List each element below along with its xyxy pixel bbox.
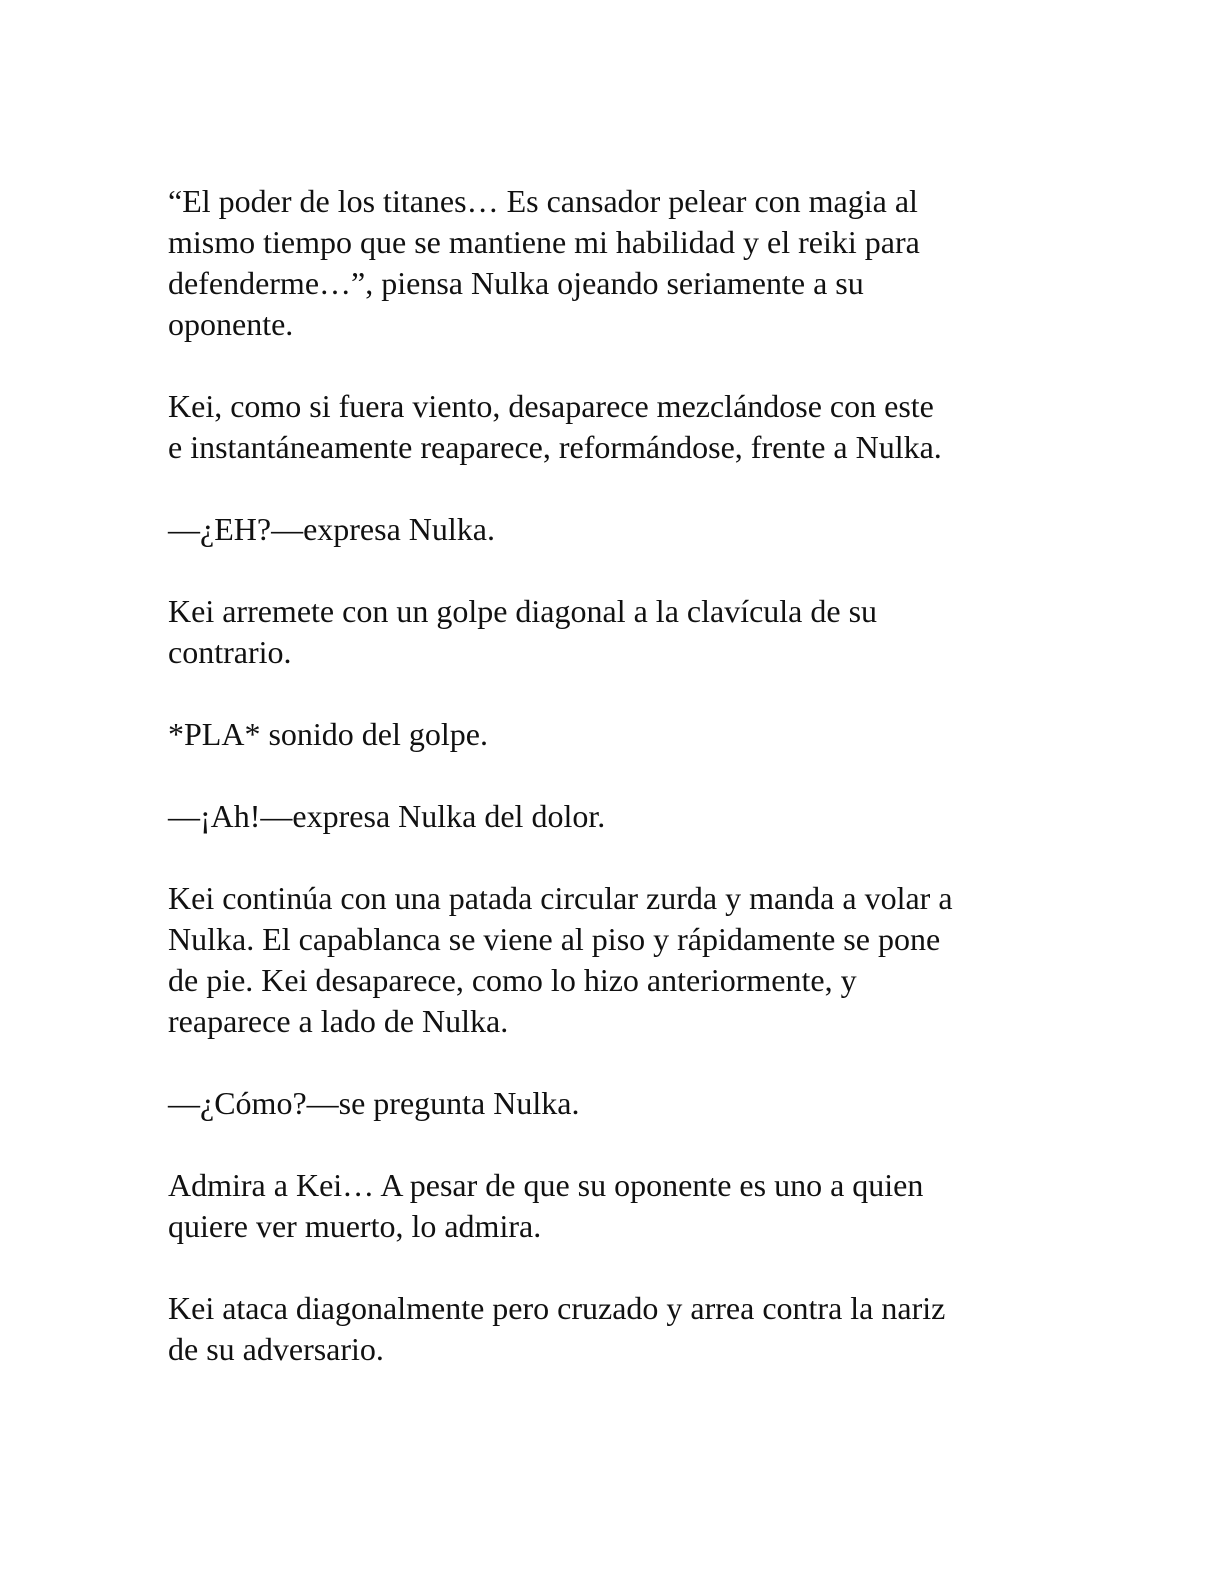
paragraph-6: —¡Ah!—expresa Nulka del dolor. [168, 798, 606, 834]
paragraph-2: Kei, como si fuera viento, desaparece mezclándose con este e instantáneamente reaparece, reformándose, frente a Nulka. [168, 388, 942, 465]
paragraph-10: Kei ataca diagonalmente pero cruzado y arrea contra la nariz de su adversario. [168, 1290, 946, 1367]
paragraph-9: Admira a Kei… A pesar de que su oponente es uno a quien quiere ver muerto, lo admira. [168, 1167, 924, 1244]
paragraph-5: *PLA* sonido del golpe. [168, 716, 488, 752]
paragraph-7: Kei continúa con una patada circular zurda y manda a volar a Nulka. El capablanca se viene al piso y rápidamente se pone de pie. Kei desaparece, como lo hizo anteriormente, y reaparece a lado de Nulka. [168, 880, 953, 1039]
paragraph-1: “El poder de los titanes… Es cansador pelear con magia al mismo tiempo que se mantiene mi habilidad y el reiki para defenderme…”, piensa Nulka ojeando seriamente a su oponente. [168, 183, 920, 342]
body-text [168, 181, 1068, 1411]
paragraph-4: Kei arremete con un golpe diagonal a la clavícula de su contrario. [168, 593, 878, 670]
paragraph-8: —¿Cómo?—se pregunta Nulka. [168, 1085, 580, 1121]
paragraph-3: —¿EH?—expresa Nulka. [168, 511, 495, 547]
